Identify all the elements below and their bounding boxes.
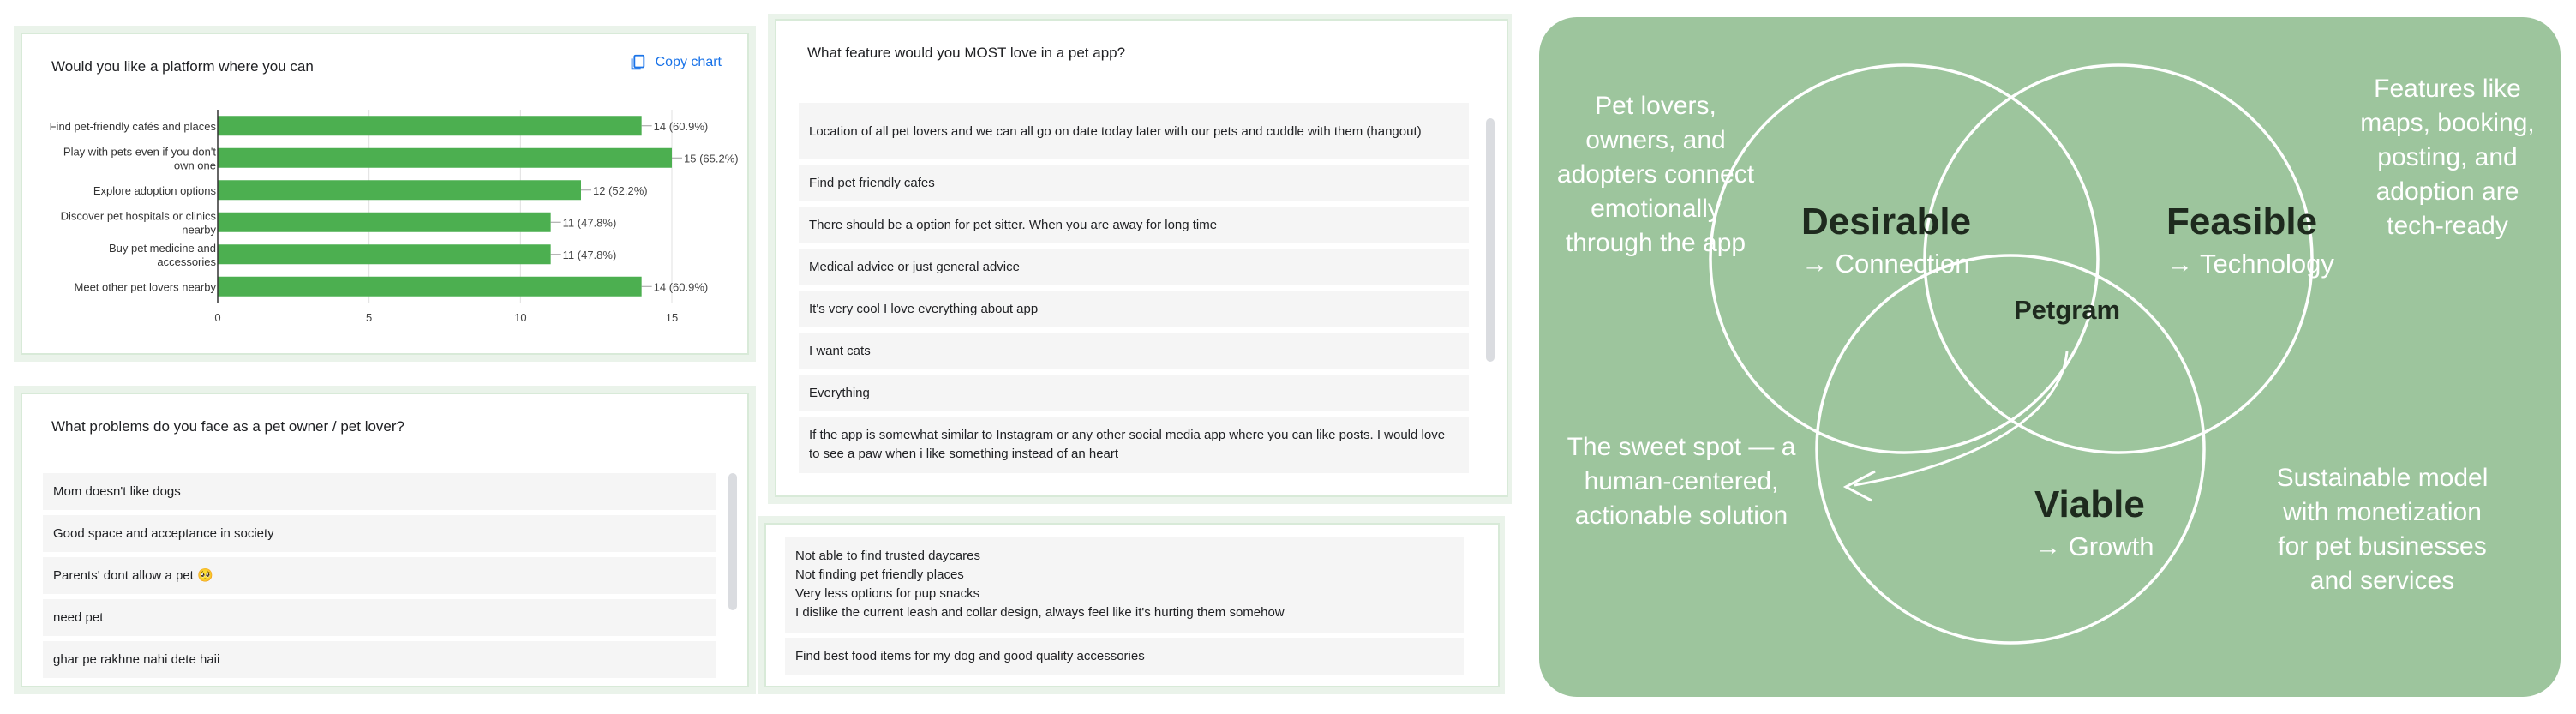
category-label-line: accessories	[157, 255, 216, 268]
feasible-title: Feasible	[2166, 201, 2318, 243]
problems-scrollbar[interactable]	[728, 473, 737, 610]
category-label-line: own one	[173, 159, 216, 172]
viable-note	[2264, 461, 2501, 598]
response-item: Find pet friendly cafes	[799, 165, 1469, 201]
venn-slide	[1539, 17, 2561, 697]
response-item: If the app is somewhat similar to Instagram or any other social media app where you can like posts. I would love to see a paw when i like something instead of an heart	[799, 417, 1469, 473]
response-item: Good space and acceptance in society	[43, 515, 716, 552]
response-item: It's very cool I love everything about app	[799, 291, 1469, 327]
feasible-subtitle: → Technology	[2166, 249, 2334, 279]
category-label	[93, 184, 217, 197]
response-line: Very less options for pup snacks	[795, 586, 980, 601]
note-line: emotionally	[1591, 195, 1721, 223]
sweet-spot-note	[1556, 430, 1806, 533]
bar	[218, 180, 581, 200]
response-item: I want cats	[799, 333, 1469, 369]
bar-chart	[22, 34, 751, 357]
bar	[218, 148, 672, 168]
category-label	[50, 120, 217, 133]
note-line: maps, booking,	[2360, 109, 2535, 137]
note-line: with monetization	[2283, 498, 2482, 526]
category-label-line: Find pet-friendly cafés and places	[49, 119, 216, 133]
note-line: The sweet spot — a	[1567, 433, 1796, 461]
response-line: I dislike the current leash and collar design, always feel like it's hurting them somehow	[795, 605, 1285, 620]
category-label	[75, 280, 217, 293]
arrow-head	[1846, 471, 1875, 501]
center-label: Petgram	[2014, 295, 2121, 325]
note-line: tech-ready	[2387, 212, 2508, 240]
feasible-note	[2345, 72, 2550, 243]
desirable-subtitle: → Connection	[1801, 249, 1970, 279]
response-item: Medical advice or just general advice	[799, 249, 1469, 285]
category-label-line: Play with pets even if you don't	[63, 145, 216, 159]
viable-subtitle: → Growth	[2034, 531, 2154, 561]
feature-question-title: What feature would you MOST love in a pet app?	[807, 45, 1126, 61]
note-line: Features like	[2374, 75, 2521, 103]
note-line: Sustainable model	[2276, 464, 2489, 492]
bar	[218, 116, 642, 135]
category-label	[61, 209, 217, 236]
feature-scrollbar[interactable]	[1486, 118, 1495, 362]
problems-question-title: What problems do you face as a pet owner / pet lover?	[51, 418, 405, 435]
response-item	[785, 537, 1464, 633]
bar	[218, 244, 551, 264]
note-line: adoption are	[2375, 177, 2519, 206]
category-label-line: Explore adoption options	[93, 183, 216, 197]
note-line: human-centered,	[1584, 467, 1779, 495]
category-label-line: Buy pet medicine and	[108, 241, 216, 255]
data-label: 11 (47.8%)	[562, 248, 617, 261]
response-item: Everything	[799, 375, 1469, 411]
misc-response-list[interactable]	[785, 537, 1464, 681]
note-line: Pet lovers,	[1595, 92, 1716, 120]
response-line: Not able to find trusted daycares	[795, 549, 980, 563]
feature-response-list[interactable]	[799, 103, 1469, 478]
feature-card	[775, 19, 1508, 497]
data-label: 12 (52.2%)	[593, 183, 648, 197]
x-tick-label: 0	[214, 311, 221, 324]
problems-card	[21, 393, 749, 687]
misc-response-card	[764, 523, 1500, 687]
bar	[218, 277, 642, 297]
response-item: Location of all pet lovers and we can all go on date today later with our pets and cuddle with them (hangout)	[799, 103, 1469, 159]
response-item: Mom doesn't like dogs	[43, 473, 716, 510]
response-line: Not finding pet friendly places	[795, 567, 964, 582]
desirable-title: Desirable	[1801, 201, 1972, 243]
chart-question-title: Would you like a platform where you can	[51, 58, 314, 75]
data-label: 15 (65.2%)	[684, 152, 739, 165]
copy-chart-label: Copy chart	[655, 55, 722, 69]
note-line: owners, and	[1585, 126, 1726, 154]
data-label: 14 (60.9%)	[653, 280, 709, 294]
category-label	[63, 145, 216, 171]
problems-response-list[interactable]	[43, 473, 716, 683]
data-label: 11 (47.8%)	[562, 216, 617, 230]
viable-title: Viable	[2034, 483, 2145, 525]
note-line: posting, and	[2377, 143, 2518, 171]
note-line: actionable solution	[1574, 501, 1788, 530]
response-item: Parents' dont allow a pet 🥺	[43, 557, 716, 594]
x-tick-label: 15	[665, 311, 679, 324]
response-item: need pet	[43, 599, 716, 636]
x-tick-label: 5	[366, 311, 373, 324]
category-label-line: Discover pet hospitals or clinics	[60, 209, 216, 223]
note-line: through the app	[1565, 229, 1746, 257]
note-line: for pet businesses	[2278, 532, 2487, 561]
note-line: and services	[2309, 567, 2455, 595]
x-tick-label: 10	[514, 311, 527, 324]
category-label-line: nearby	[182, 223, 216, 237]
response-item: There should be a option for pet sitter. When you are away for long time	[799, 207, 1469, 243]
data-label: 14 (60.9%)	[653, 119, 709, 133]
desirable-note	[1551, 89, 1760, 261]
response-item: Find best food items for my dog and good quality accessories	[785, 638, 1464, 675]
category-label	[109, 242, 217, 268]
chart-card	[21, 33, 749, 355]
response-item: ghar pe rakhne nahi dete haii	[43, 641, 716, 678]
bar	[218, 213, 551, 232]
note-line: adopters connect	[1556, 160, 1755, 189]
category-label-line: Meet other pet lovers nearby	[74, 280, 216, 294]
